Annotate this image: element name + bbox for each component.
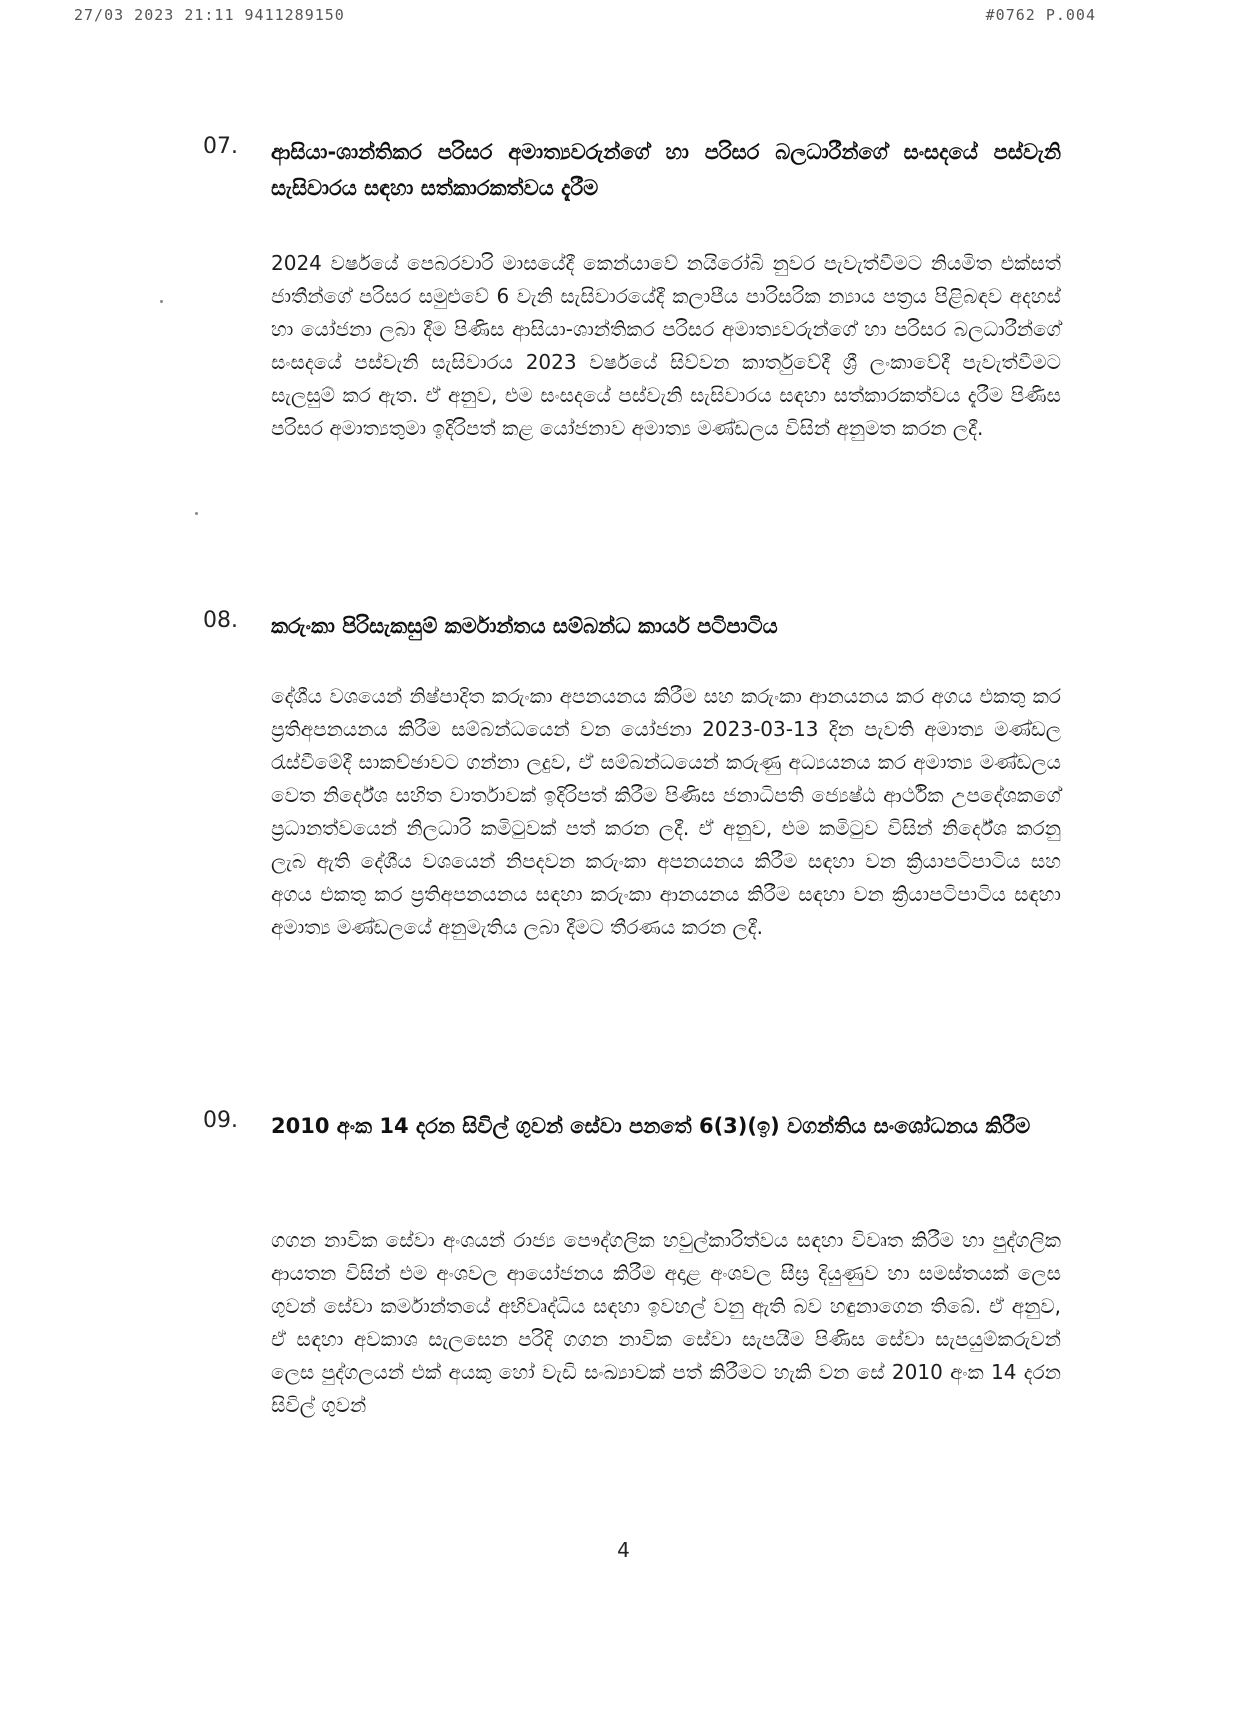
section-number: 08. — [203, 608, 238, 633]
section-title: කරුංකා පිරිසැකසුම් කර්මාන්තය සම්බන්ධ කාර්ය පටිපාටිය — [271, 614, 778, 638]
fax-header-page-ref: #0762 P.004 — [985, 6, 1096, 24]
scan-speck — [160, 300, 163, 303]
section-body: දේශීය වශයෙන් නිෂ්පාදිත කරුංකා අපනයනය කිරීම සහ කරුංකා ආනයනය කර අගය එකතු කර ප්‍රතිඅපනයනය කිරීම සම්බන්ධයෙන් වන යෝජනා 2023-03-13 දින පැවති අමාත්‍ය මණ්ඩල රැස්වීමේදී සාකච්ඡාවට ගන්නා ලදුව, ඒ සම්බන්ධයෙන් කරුණු අධ්‍යයනය කර අමාත්‍ය මණ්ඩලය වෙත නිර්දේශ සහිත වාර්තාවක් ඉදිරිපත් කිරීම පිණිස ජනාධිපති ජ්‍යෙෂ්ඨ ආර්ථික උපදේශකගේ ප්‍රධානත්වයෙන් නිලධාරි කමිටුවක් පත් කරන ලදී. ඒ අනුව, එම කමිටුව විසින් නිර්දේශ කරනු ලැබ ඇති දේශීය වශයෙන් නිපදවන කරුංකා අපනයනය කිරීම සඳහා වන ක්‍රියාපටිපාටිය සහ අගය එකතු කර ප්‍රතිඅපනයනය සඳහා කරුංකා ආනයනය කිරීම සඳහා වන ක්‍රියාපටිපාටිය සඳහා අමාත්‍ය මණ්ඩලයේ අනුමැතිය ලබා දීමට තීරණය කරන ලදී. — [271, 684, 1061, 939]
page-number: 4 — [617, 1538, 630, 1562]
scan-speck — [195, 512, 198, 515]
section-title: ආසියා-ශාන්තිකර පරිසර අමාත්‍යවරුන්ගේ හා පරිසර බලධාරීන්ගේ සංසදයේ පස්වැනි සැසිවාරය සඳහා සත්කාරකත්වය දැරීම — [271, 140, 1061, 200]
section-body: 2024 වර්ෂයේ පෙබරවාරි මාසයේදී කෙන්යාවේ නයිරෝබි නුවර පැවැත්වීමට නියමිත එක්සත් ජාතීන්ගේ පරිසර සමුළුවේ 6 වැනි සැසිවාරයේදී කලාපීය පාරිසරික න්‍යාය පත්‍රය පිළිබඳව අදහස් හා යෝජනා ලබා දීම පිණිස ආසියා-ශාන්තිකර පරිසර අමාත්‍යවරුන්ගේ හා පරිසර බලධාරීන්ගේ සංසදයේ පස්වැනි සැසිවාරය 2023 වර්ෂයේ සිව්වන කාර්තුවේදී ශ්‍රී ලංකාවේදී පැවැත්වීමට සැලසුම් කර ඇත. ඒ අනුව, එම සංසදයේ පස්වැනි සැසිවාරය සඳහා සත්කාරකත්වය දැරීම පිණිස පරිසර අමාත්‍යතුමා ඉදිරිපත් කළ යෝජනාව අමාත්‍ය මණ්ඩලය විසින් අනුමත කරන ලදී. — [271, 251, 1061, 440]
fax-header — [0, 6, 1247, 30]
fax-header-timestamp: 27/03 2023 21:11 9411289150 — [74, 6, 345, 24]
section-number: 07. — [203, 134, 238, 159]
section-title: 2010 අංක 14 දරන සිවිල් ගුවන් සේවා පනතේ 6(3)(ඉ) වගන්තිය සංශෝධනය කිරීම — [271, 1114, 1031, 1138]
section-number: 09. — [203, 1108, 238, 1133]
section-body: ගගන නාවික සේවා අංශයන් රාජ්‍ය පෞද්ගලික හවුල්කාරිත්වය සඳහා විවෘත කිරීම හා පුද්ගලික ආයතන විසින් එම අංශවල ආයෝජනය කිරීම අදාළ අංශවල සීඝ්‍ර දියුණුව හා සමස්තයක් ලෙස ගුවන් සේවා කර්මාන්තයේ අභිවෘද්ධිය සඳහා ඉවහල් වනු ඇති බව හඳුනාගෙන තිබේ. ඒ අනුව, ඒ සඳහා අවකාශ සැලසෙන පරිදි ගගන නාවික සේවා සැපයීම පිණිස සේවා සැපයුම්කරුවන් ලෙස පුද්ගලයන් එක් අයකු හෝ වැඩි සංඛ්‍යාවක් පත් කිරීමට හැකි වන සේ 2010 අංක 14 දරන සිවිල් ගුවන් — [271, 1228, 1061, 1417]
